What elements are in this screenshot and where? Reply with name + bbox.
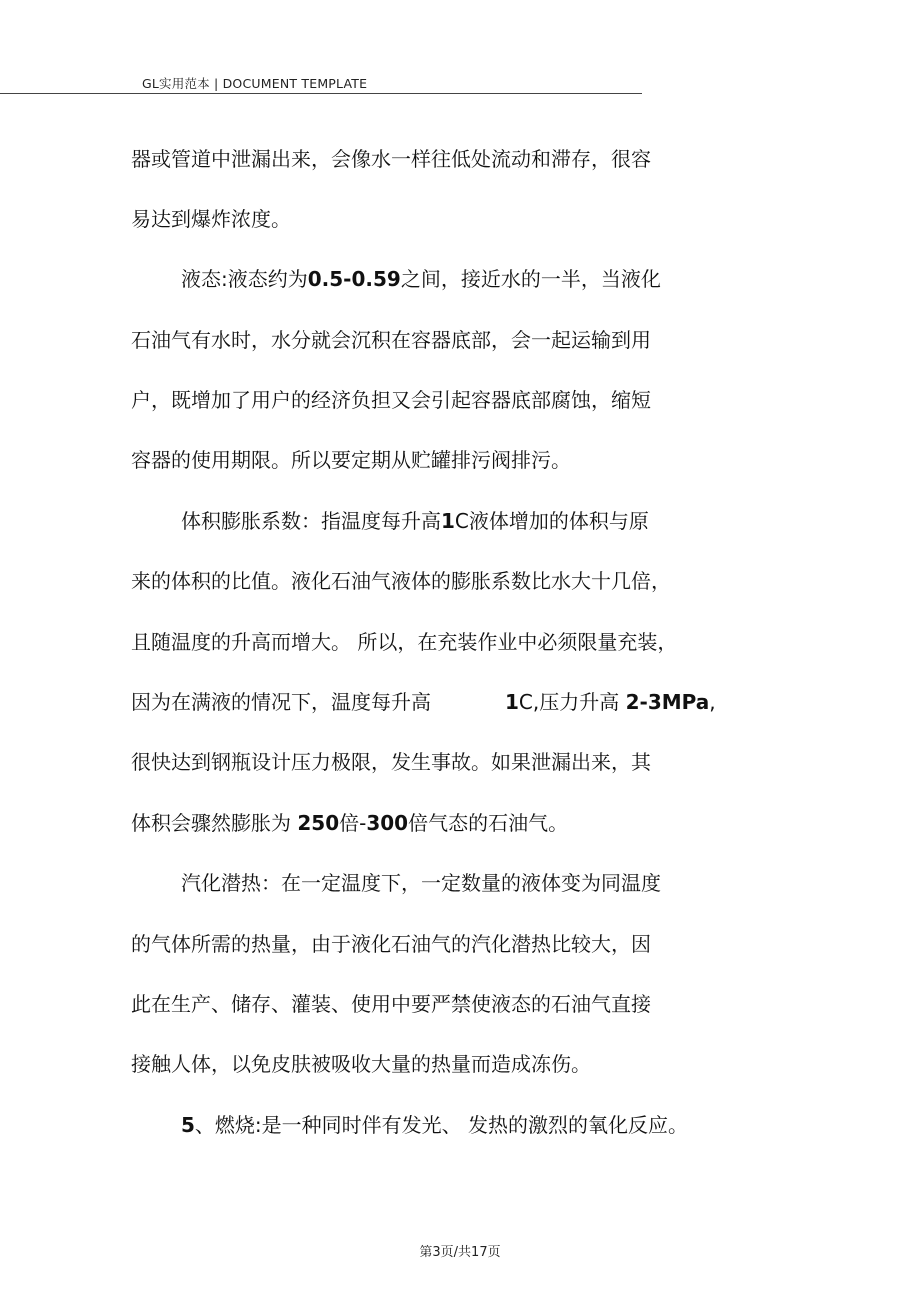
body-line: [131, 750, 651, 774]
body-line: [131, 448, 571, 472]
body-text: 体积膨胀系数：指温度每升高: [181, 509, 441, 533]
paragraph-expansion: [181, 509, 649, 533]
body-text: 且随温度的升高而增大。 所以，在充装作业中必须限量充装，: [131, 630, 678, 654]
body-text: 接触人体，以免皮肤被吸收大量的热量而造成冻伤。: [131, 1052, 591, 1076]
body-text: 体积会骤然膨胀为: [131, 811, 298, 835]
body-line: [131, 811, 568, 835]
body-line: [131, 569, 671, 593]
body-text: 石油气有水时，水分就会沉积在容器底部，会一起运输到用: [131, 328, 651, 352]
body-text: 倍气态的石油气。: [408, 811, 569, 835]
body-text: 很快达到钢瓶设计压力极限，发生事故。如果泄漏出来，其: [131, 750, 651, 774]
body-text: 来的体积的比值。液化石油气液体的膨胀系数比水大十几倍，: [131, 569, 671, 593]
body-text: 之间，接近水的一半，当液化: [400, 267, 661, 291]
body-text: 倍-: [339, 811, 367, 835]
body-text: 器或管道中泄漏出来，会像水一样往低处流动和滞存，很容: [131, 147, 651, 171]
body-text: 易达到爆炸浓度。: [131, 207, 291, 231]
expansion-factor: 300: [366, 811, 409, 835]
expansion-factor: 250: [297, 811, 340, 835]
body-line: [131, 207, 291, 231]
page-number: 第3页/共17页: [419, 1245, 501, 1260]
body-text: 户，既增加了用户的经济负担又会引起容器底部腐蚀，缩短: [131, 388, 651, 412]
body-line: [131, 1052, 591, 1076]
body-line: [131, 690, 431, 714]
body-text: 的气体所需的热量，由于液化石油气的汽化潜热比较大，因: [131, 932, 651, 956]
body-text: 容器的使用期限。所以要定期从贮罐排污阀排污。: [131, 448, 571, 472]
paragraph-liquid: [181, 267, 661, 291]
body-text: 因为在满液的情况下，温度每升高: [131, 690, 431, 714]
body-text: 汽化潜热：在一定温度下，一定数量的液体变为同温度: [181, 871, 661, 895]
section-number: 5: [181, 1113, 195, 1137]
body-text: 此在生产、储存、灌装、使用中要严禁使液态的石油气直接: [131, 992, 651, 1016]
section-heading-combustion: [181, 1113, 688, 1137]
page-header: GL实用范本 | DOCUMENT TEMPLATE: [142, 76, 368, 91]
header-divider: [0, 93, 642, 94]
body-text: C,压力升高: [518, 690, 626, 714]
density-range: 0.5-0.59: [307, 267, 401, 291]
body-line: [131, 992, 651, 1016]
body-line: [131, 932, 651, 956]
temperature-value: 1: [441, 509, 455, 533]
temperature-value: 1: [505, 690, 519, 714]
body-text: C液体增加的体积与原: [454, 509, 649, 533]
body-text: ,: [709, 690, 716, 714]
body-line: [131, 147, 651, 171]
body-line: [131, 328, 651, 352]
pressure-range: 2-3MPa: [625, 690, 710, 714]
body-text: 、燃烧:是一种同时伴有发光、 发热的激烈的氧化反应。: [194, 1113, 689, 1137]
paragraph-latent-heat: [181, 871, 661, 895]
body-text: 液态:液态约为: [181, 267, 308, 291]
body-line: [505, 690, 716, 714]
body-line: [131, 388, 651, 412]
body-line: [131, 630, 677, 654]
